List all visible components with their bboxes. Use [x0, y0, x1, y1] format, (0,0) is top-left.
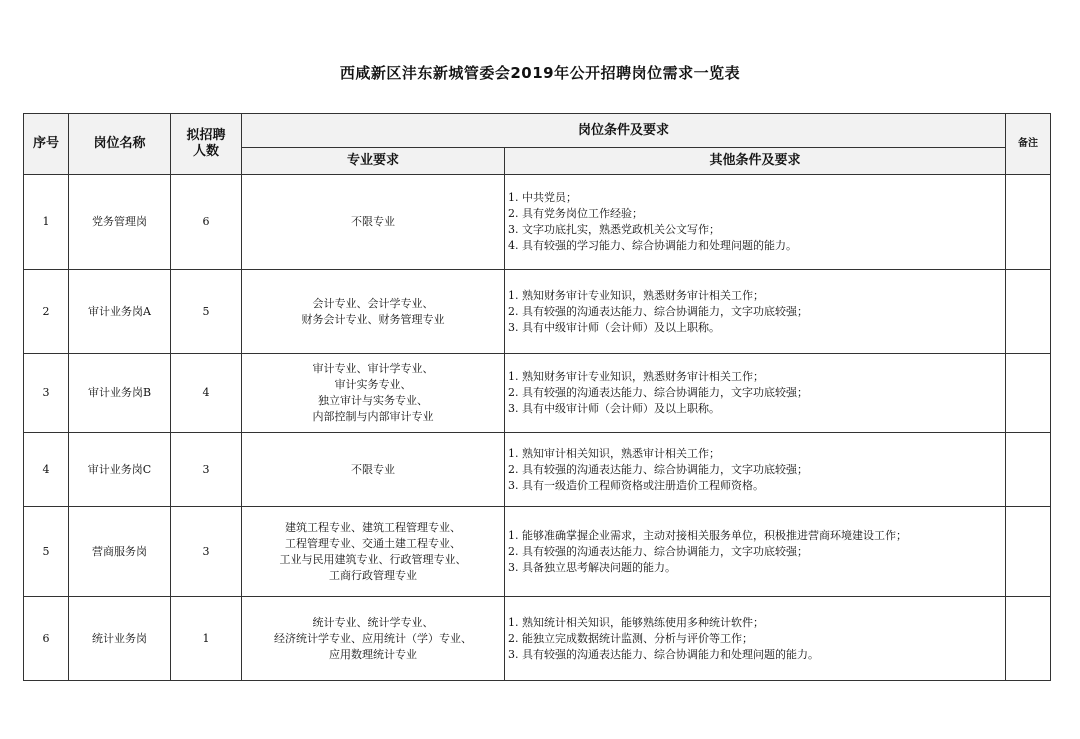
page-title: 西咸新区沣东新城管委会2019年公开招聘岗位需求一览表	[339, 64, 741, 82]
major-line: 工程管理专业、交通土建工程专业、	[285, 536, 461, 550]
major-line: 不限专业	[351, 462, 395, 476]
cell-major	[242, 433, 505, 507]
header-major: 专业要求	[242, 148, 505, 175]
cell-position: 审计业务岗A	[69, 270, 171, 354]
major-line: 工业与民用建筑专业、行政管理专业、	[279, 552, 467, 566]
major-line: 审计实务专业、	[334, 378, 412, 391]
header-count	[171, 114, 242, 175]
condition-line: 2. 具有较强的沟通表达能力、综合协调能力，文字功底较强；	[508, 544, 808, 558]
cell-remarks	[1006, 270, 1051, 354]
condition-line: 1. 熟知财务审计专业知识，熟悉财务审计相关工作；	[508, 370, 764, 383]
cell-major	[242, 270, 505, 354]
condition-line: 3. 具有较强的沟通表达能力、综合协调能力和处理问题的能力。	[508, 647, 819, 661]
cell-other	[505, 507, 1006, 597]
condition-line: 2. 具有党务岗位工作经验；	[508, 207, 643, 220]
major-line: 经济统计学专业、应用统计（学）专业、	[274, 631, 472, 645]
cell-position: 营商服务岗	[69, 507, 171, 597]
major-line: 建筑工程专业、建筑工程管理专业、	[285, 520, 461, 534]
cell-major	[242, 597, 505, 681]
major-line: 财务会计专业、财务管理专业	[301, 312, 445, 326]
table-row	[24, 597, 1051, 681]
header-remarks: 备注	[1006, 114, 1051, 175]
condition-line: 3. 具有中级审计师（会计师）及以上职称。	[508, 402, 720, 415]
condition-line: 4. 具有较强的学习能力、综合协调能力和处理问题的能力。	[508, 239, 797, 252]
condition-line: 2. 具有较强的沟通表达能力、综合协调能力，文字功底较强；	[508, 304, 808, 318]
condition-line: 1. 熟知财务审计专业知识，熟悉财务审计相关工作；	[508, 288, 764, 302]
major-line: 不限专业	[351, 215, 395, 228]
cell-major	[242, 175, 505, 270]
condition-line: 2. 具有较强的沟通表达能力、综合协调能力，文字功底较强；	[508, 386, 808, 399]
major-line: 会计专业、会计学专业、	[312, 296, 434, 310]
cell-other	[505, 354, 1006, 433]
cell-no: 6	[24, 597, 69, 681]
cell-other	[505, 597, 1006, 681]
major-line: 内部控制与内部审计专业	[312, 410, 434, 423]
condition-line: 3. 具有中级审计师（会计师）及以上职称。	[508, 320, 720, 334]
condition-line: 1. 熟知统计相关知识，能够熟练使用多种统计软件；	[508, 615, 764, 629]
table-row	[24, 175, 1051, 270]
table-row	[24, 507, 1051, 597]
cell-remarks	[1006, 597, 1051, 681]
table-row	[24, 354, 1051, 433]
header-count-line1: 拟招聘	[186, 128, 226, 143]
cell-other	[505, 175, 1006, 270]
header-no: 序号	[24, 114, 69, 175]
condition-line: 1. 中共党员；	[508, 191, 577, 204]
cell-other	[505, 270, 1006, 354]
header-position: 岗位名称	[69, 114, 171, 175]
major-line: 应用数理统计专业	[329, 647, 417, 661]
header-conditions: 岗位条件及要求	[242, 114, 1006, 148]
cell-position: 统计业务岗	[69, 597, 171, 681]
cell-no: 3	[24, 354, 69, 433]
condition-line: 1. 能够准确掌握企业需求，主动对接相关服务单位，积极推进营商环境建设工作；	[508, 528, 907, 542]
table-body	[24, 175, 1051, 681]
major-line: 统计专业、统计学专业、	[312, 615, 434, 629]
major-line: 工商行政管理专业	[329, 568, 417, 582]
cell-no: 4	[24, 433, 69, 507]
cell-major	[242, 507, 505, 597]
cell-count: 1	[171, 597, 242, 681]
cell-count: 5	[171, 270, 242, 354]
header-other: 其他条件及要求	[505, 148, 1006, 175]
cell-position: 审计业务岗B	[69, 354, 171, 433]
cell-remarks	[1006, 507, 1051, 597]
table-row	[24, 433, 1051, 507]
cell-major	[242, 354, 505, 433]
condition-line: 3. 具有一级造价工程师资格或注册造价工程师资格。	[508, 478, 764, 492]
cell-remarks	[1006, 433, 1051, 507]
header-count-line2: 人数	[192, 144, 219, 159]
cell-count: 3	[171, 433, 242, 507]
major-line: 独立审计与实务专业、	[318, 394, 428, 407]
cell-no: 1	[24, 175, 69, 270]
major-line: 审计专业、审计学专业、	[312, 362, 434, 375]
cell-count: 3	[171, 507, 242, 597]
cell-position: 党务管理岗	[69, 175, 171, 270]
cell-count: 4	[171, 354, 242, 433]
cell-position: 审计业务岗C	[69, 433, 171, 507]
condition-line: 3. 具备独立思考解决问题的能力。	[508, 560, 676, 574]
condition-line: 3. 文字功底扎实，熟悉党政机关公文写作；	[508, 223, 720, 236]
recruitment-table	[23, 113, 1051, 681]
cell-other	[505, 433, 1006, 507]
condition-line: 2. 具有较强的沟通表达能力、综合协调能力，文字功底较强；	[508, 462, 808, 476]
condition-line: 1. 熟知审计相关知识，熟悉审计相关工作；	[508, 446, 720, 460]
cell-remarks	[1006, 354, 1051, 433]
cell-remarks	[1006, 175, 1051, 270]
cell-no: 2	[24, 270, 69, 354]
table-row	[24, 270, 1051, 354]
cell-count: 6	[171, 175, 242, 270]
condition-line: 2. 能独立完成数据统计监测、分析与评价等工作；	[508, 631, 753, 645]
cell-no: 5	[24, 507, 69, 597]
